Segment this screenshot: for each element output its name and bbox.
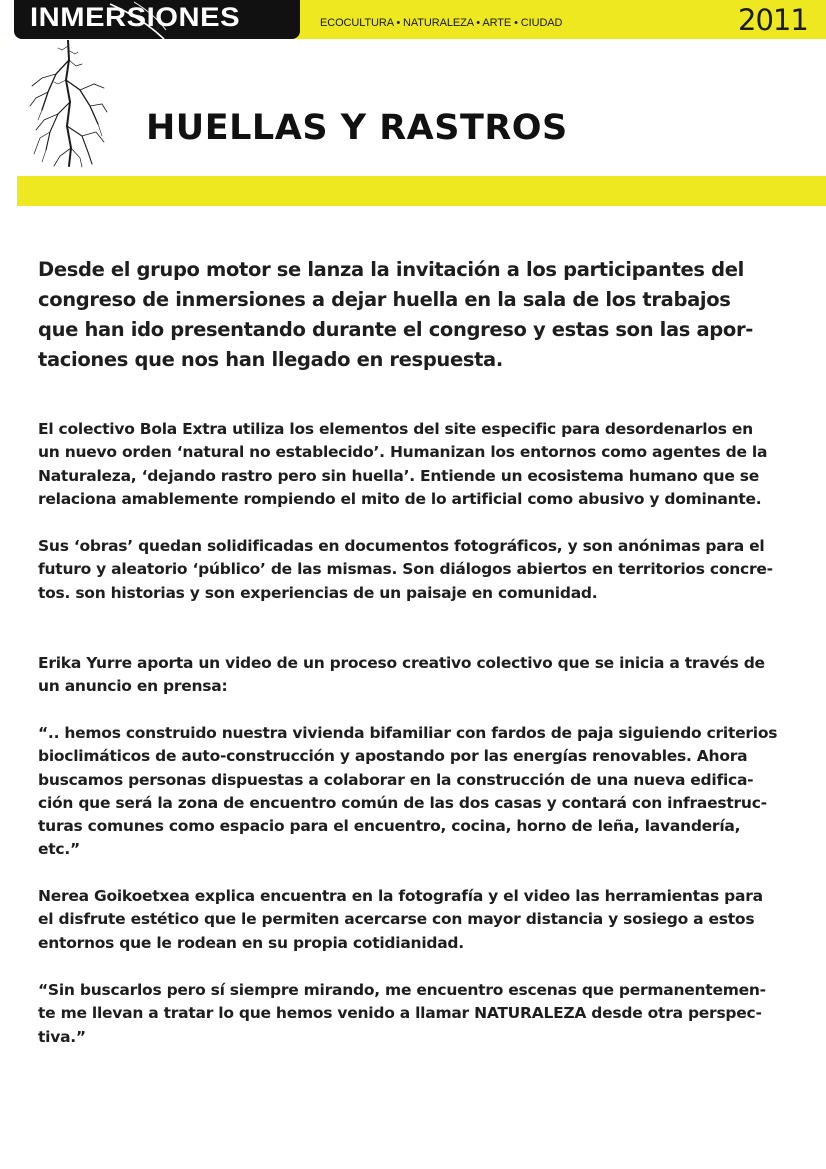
paragraph-nerea-goikoetxea [38, 885, 798, 955]
paragraph-quote-naturaleza [38, 979, 798, 1049]
intro-line: taciones que nos han llegado en respuesta. [38, 348, 503, 371]
logo [14, 0, 300, 39]
paragraph-line: Naturaleza, ‘dejando rastro pero sin huella’. Entiende un ecosistema humano que se [38, 466, 759, 485]
logo-text: INMERSIONES [30, 2, 241, 32]
paragraph-line: te me llevan a tratar lo que hemos venido a llamar NATURALEZA desde otra perspec- [38, 1004, 762, 1023]
intro-line: que han ido presentando durante el congreso y estas son las apor- [38, 318, 753, 341]
paragraph-line: Nerea Goikoetxea explica encuentra en la fotografía y el video las herramientas para [38, 887, 763, 905]
title-highlight-band [17, 176, 826, 206]
paragraph-line: entornos que le rodean en su propia cotidianidad. [38, 933, 464, 952]
paragraph-line: bioclimáticos de auto-construcción y apostando por las energías renovables. Ahora [38, 747, 748, 766]
paragraph-line: El colectivo Bola Extra utiliza los elementos del site especific para desordenarlos en [38, 420, 753, 438]
paragraph-line: buscamos personas dispuestas a colaborar en la construcción de una nueva edifica- [38, 770, 754, 789]
paragraph-line: etc.” [38, 840, 80, 859]
intro-line: Desde el grupo motor se lanza la invitación a los participantes del [38, 258, 744, 281]
intro-line: congreso de inmersiones a dejar huella en la sala de los trabajos [38, 288, 731, 311]
intro-paragraph [38, 255, 798, 375]
year-label: 2011 [738, 3, 808, 37]
paragraph-line: “Sin buscarlos pero sí siempre mirando, me encuentro escenas que permanentemen- [38, 981, 766, 999]
paragraph-line: relaciona amablemente rompiendo el mito de lo artificial como abusivo y dominante. [38, 489, 762, 508]
paragraph-line: “.. hemos construido nuestra vivienda bifamiliar con fardos de paja siguiendo criterios [38, 724, 778, 742]
paragraph-line: un anuncio en prensa: [38, 677, 228, 696]
tagline: ECOCULTURA • NATURALEZA • ARTE • CIUDAD [320, 17, 563, 29]
paragraph-line: Erika Yurre aporta un video de un proceso creativo colectivo que se inicia a través de [38, 654, 765, 672]
paragraph-bola-extra [38, 418, 798, 511]
roots-illustration [28, 40, 108, 168]
paragraph-line: un nuevo orden ‘natural no establecido’. Humanizan los entornos como agentes de la [38, 443, 768, 462]
paragraph-line: tiva.” [38, 1027, 86, 1046]
page-title: HUELLAS Y RASTROS [146, 108, 568, 148]
paragraph-line: futuro y aleatorio ‘público’ de las mismas. Son diálogos abiertos en territorios concre- [38, 560, 773, 579]
paragraph-erika-yurre [38, 652, 798, 699]
paragraph-quote-vivienda [38, 722, 798, 862]
paragraph-obras [38, 535, 798, 605]
paragraph-line: turas comunes como espacio para el encuentro, cocina, horno de leña, lavandería, [38, 817, 741, 836]
paragraph-line: Sus ‘obras’ quedan solidificadas en documentos fotográficos, y son anónimas para el [38, 537, 765, 555]
paragraph-line: el disfrute estético que le permiten acercarse con mayor distancia y sosiego a estos [38, 910, 755, 929]
paragraph-line: tos. son historias y son experiencias de un paisaje en comunidad. [38, 583, 598, 602]
paragraph-line: ción que será la zona de encuentro común de las dos casas y contará con infraestruc- [38, 793, 767, 812]
